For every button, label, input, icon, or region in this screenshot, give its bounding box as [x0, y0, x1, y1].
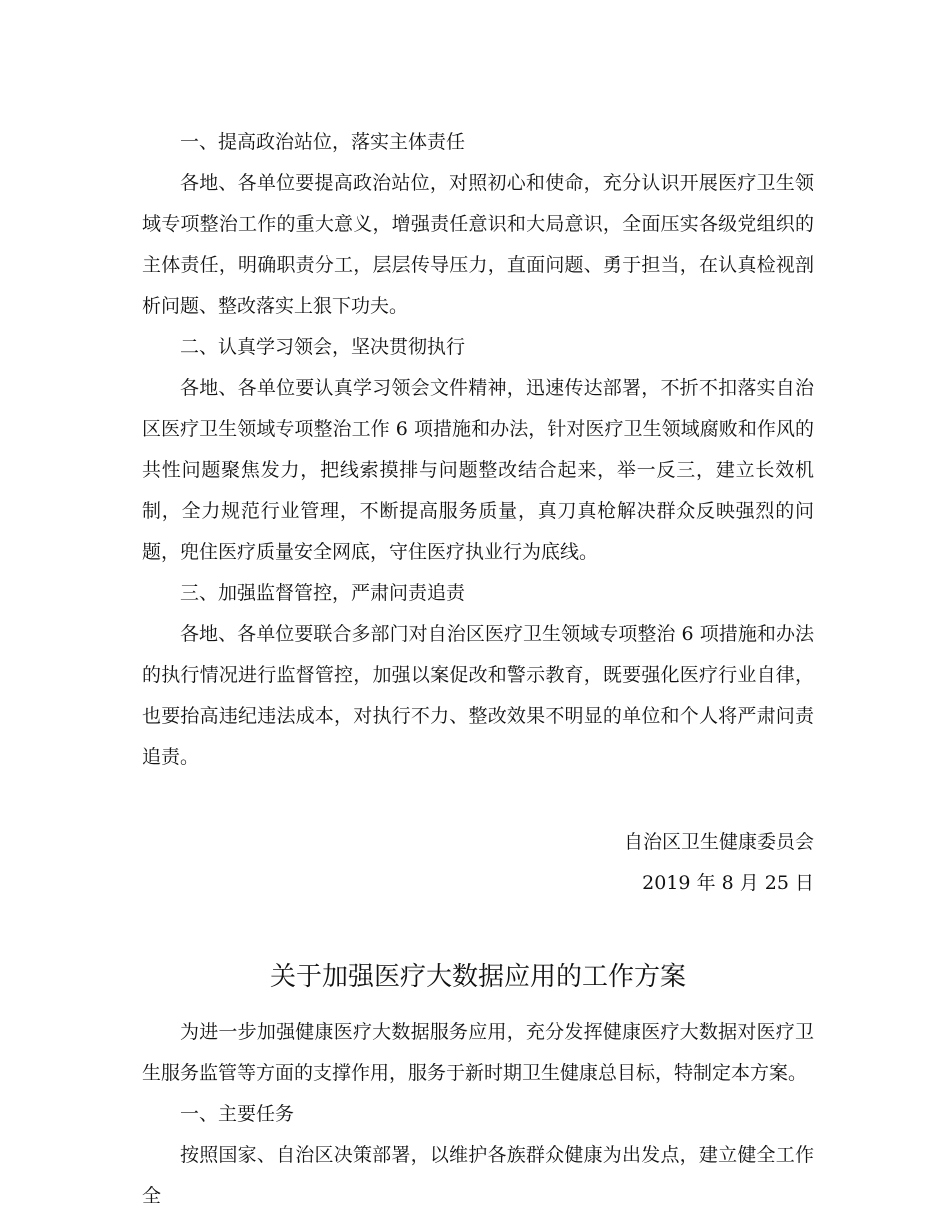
task-paragraph: 按照国家、自治区决策部署，以维护各族群众健康为出发点，建立健全工作全 — [142, 1144, 814, 1207]
section-paragraph-2: 各地、各单位要认真学习领会文件精神，迅速传达部署，不折不扣落实自治区医疗卫生领域专项整治工作 6 项措施和办法，针对医疗卫生领域腐败和作风的共性问题聚焦发力，把线索摸排与问题整改结合起来，举一反三，建立长效机制，全力规范行业管理，不断提高服务质量，真刀真枪解决群众反映强烈的问题，兜住医疗质量安全网底，守住医疗执业行为底线。 — [142, 377, 814, 563]
task-heading: 一、主要任务 — [180, 1103, 295, 1125]
document-title: 关于加强医疗大数据应用的工作方案 — [269, 962, 686, 992]
section-paragraph-1: 各地、各单位要提高政治站位，对照初心和使命，充分认识开展医疗卫生领域专项整治工作的重大意义，增强责任意识和大局意识，全面压实各级党组织的主体责任，明确职责分工，层层传导压力，直面问题、勇于担当，在认真检视剖析问题、整改落实上狠下功夫。 — [142, 172, 814, 317]
intro-paragraph: 为进一步加强健康医疗大数据服务应用，充分发挥健康医疗大数据对医疗卫生服务监管等方面的支撑作用，服务于新时期卫生健康总目标，特制定本方案。 — [142, 1021, 814, 1084]
signature-date: 2019 年 8 月 25 日 — [642, 872, 814, 894]
section-paragraph-3: 各地、各单位要联合多部门对自治区医疗卫生领域专项整治 6 项措施和办法的执行情况进行监督管控，加强以案促改和警示教育，既要强化医疗行业自律，也要抬高违纪违法成本，对执行不力、整改效果不明显的单位和个人将严肃问责追责。 — [142, 623, 814, 768]
document-body — [142, 122, 814, 1217]
section-heading-3: 三、加强监督管控，严肃问责追责 — [180, 582, 466, 604]
section-heading-1: 一、提高政治站位，落实主体责任 — [180, 131, 466, 153]
section-heading-2: 二、认真学习领会，坚决贯彻执行 — [180, 336, 466, 358]
signature-spacer — [142, 778, 814, 822]
signature-organization: 自治区卫生健康委员会 — [623, 831, 814, 853]
